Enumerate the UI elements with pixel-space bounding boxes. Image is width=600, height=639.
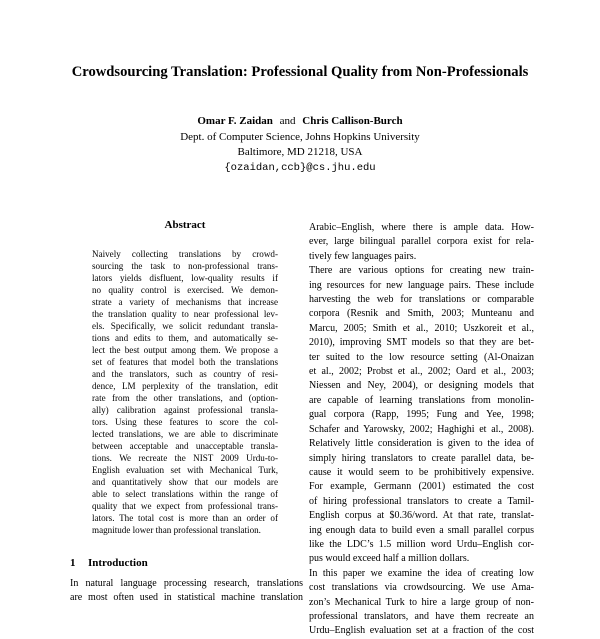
text-line: lected translations, we are able to discriminate [92, 429, 278, 440]
text-line: zon’s Mechanical Turk to hire a large group of non- [309, 596, 534, 608]
text-line: English corpus at $0.36/word. At that rate, translat- [309, 510, 534, 522]
text-line: able to select translations within the range of [92, 489, 278, 500]
text-line: tively few languages pairs. [309, 250, 417, 262]
text-line: Naively collecting translations by crowd- [92, 249, 278, 259]
text-line: For example, Germann (2001) estimated the cost [309, 481, 534, 493]
text-line: Marcu, 2005; Smith et al., 2010; Uszkoreit et al., [309, 322, 534, 334]
text-line: els. Specifically, we solicit redundant transla- [92, 321, 278, 332]
text-line: lect the best output among them. We propose a [92, 345, 278, 356]
address: Baltimore, MD 21218, USA [237, 146, 363, 158]
text-line: Urdu–English evaluation set at a fraction of the cost [309, 625, 534, 637]
text-line: no quality control is exercised. We demon- [92, 285, 278, 296]
text-line: rate from the other translations, and (option- [92, 393, 278, 404]
email: {ozaidan,ccb}@cs.jhu.edu [224, 161, 376, 174]
text-line: Arabic–English, where there is ample data. How- [309, 222, 534, 233]
text-line: et al., 2002; Probst et al., 2002; Oard et al., 2003; [309, 366, 534, 378]
text-line: ally) calibration against professional transla- [92, 405, 278, 416]
text-line: professional translators, and have them recreate an [309, 610, 534, 622]
text-line: cause it would seem to be prohibitively expensive. [309, 466, 534, 478]
author-block [0, 114, 600, 176]
author-conjunction: and [279, 115, 296, 127]
right-column-text [309, 221, 534, 639]
text-line: tions and edits to them, and automatically se- [92, 333, 278, 344]
text-line: cost translations via crowdsourcing. We use Ama- [309, 582, 534, 594]
text-line: the translation quality to near professional lev- [92, 309, 278, 320]
left-column-text [70, 577, 303, 606]
text-line: corpora (Resnik and Smith, 2003; Munteanu and [309, 308, 534, 320]
text-line: are capable of learning translations from monolin- [309, 394, 534, 406]
text-line: ever, large bilingual parallel corpora exist for rela- [309, 236, 534, 248]
text-line: simply hiring translators to create parallel data, be- [309, 452, 534, 464]
author-2: Chris Callison-Burch [302, 115, 403, 127]
text-line: and the translators, such as country of resi- [92, 369, 278, 380]
section-number: 1 [70, 557, 76, 569]
text-line: In natural language processing research, translations [70, 578, 303, 589]
text-line: between acceptable and unacceptable transla- [92, 441, 278, 452]
text-line: gual corpora (Rapp, 1995; Fung and Yee, 1998; [309, 409, 534, 421]
text-line: tions. We recreate the NIST 2009 Urdu-to- [92, 453, 278, 464]
affiliation: Dept. of Computer Science, Johns Hopkins University [180, 130, 420, 143]
text-line: Relatively little consideration is given to the idea of [309, 438, 534, 450]
text-line: Schafer and Yarowsky, 2002; Haghighi et al., 2008). [309, 423, 534, 435]
text-line: lators. The total cost is more than an order of [92, 513, 278, 524]
text-line: are most often used in statistical machine translation [70, 592, 303, 604]
section-heading [70, 557, 148, 569]
author-names [0, 114, 600, 130]
text-line: In this paper we examine the idea of creating low [309, 567, 534, 579]
text-line: like the LDC’s 1.5 million word Urdu–English cor- [309, 538, 534, 550]
text-line: strate a variety of mechanisms that increase [92, 297, 278, 308]
text-line: and quantitatively show that our models are [92, 477, 278, 488]
text-line: Niessen and Ney, 2004), or designing models that [309, 380, 534, 392]
text-line: set of features that model both the translations [92, 357, 278, 368]
text-line: sourcing the task to non-professional trans- [92, 261, 278, 272]
text-line: 2010), improving SMT models so that they are bet- [309, 337, 534, 349]
text-line: magnitude lower than professional translation. [92, 525, 261, 536]
abstract-text [92, 248, 278, 536]
text-line: dence, LM perplexity of the translation, edit [92, 381, 278, 392]
text-line: There are various options for creating new train- [309, 265, 534, 277]
abstract-heading: Abstract [164, 219, 206, 231]
text-line: harvesting the web for translations or comparable [309, 294, 534, 306]
text-line: quality that we expect from professional trans- [92, 501, 278, 512]
text-line: ter suited to the low resource setting (Al-Onaizan [309, 351, 534, 363]
author-1: Omar F. Zaidan [197, 115, 273, 127]
text-line: ing enough data to build even a small parallel corpus [309, 524, 534, 536]
text-line: of hiring professional translators to create a Tamil- [309, 495, 534, 507]
text-line: tors. Using these features to score the col- [92, 417, 278, 428]
text-line: pus would exceed half a million dollars. [309, 553, 470, 565]
text-line: English evaluation set with Mechanical Turk, [92, 465, 278, 476]
text-line: ing resources for new language pairs. These include [309, 279, 534, 291]
section-title: Introduction [88, 557, 148, 569]
paper-title: Crowdsourcing Translation: Professional Quality from Non-Professionals [71, 64, 529, 80]
text-line: lators yields disfluent, low-quality results if [92, 273, 278, 284]
